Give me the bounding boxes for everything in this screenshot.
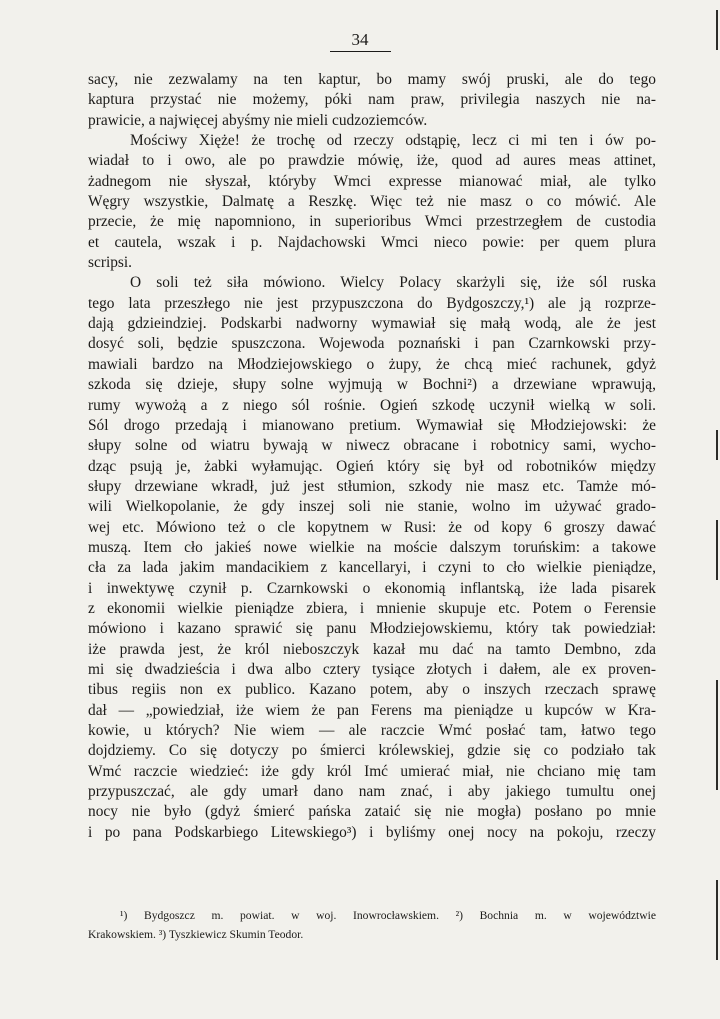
text-line: dojdziemy. Co się dotyczy po śmierci królewskiej, gdzie się co podziało tak bbox=[88, 742, 656, 760]
text-line: słupy solne od wiatru bywają w niwecz obracane i robotnicy sami, wycho- bbox=[88, 437, 656, 455]
page-edge-mark bbox=[716, 520, 718, 580]
text-line: scripsi. bbox=[88, 254, 133, 272]
text-line: i po pana Podskarbiego Litewskiego³) i byliśmy onej nocy na pokoju, rzeczy bbox=[88, 823, 656, 841]
page-edge-mark bbox=[716, 880, 718, 960]
text-line: mi się dwadzieścia i dwa albo cztery tysiące złotych i dałem, ale ex proven- bbox=[88, 660, 656, 678]
page-edge-mark bbox=[716, 430, 718, 460]
text-line: wej etc. Mówiono też o cle kopytnem w Rusi: że od kopy 6 groszy dawać bbox=[88, 518, 656, 536]
footnote-line: ¹) Bydgoszcz m. powiat. w woj. Inowrocławskiem. ²) Bochnia m. w województwie bbox=[120, 909, 656, 922]
text-line: żadnegom nie słyszał, któryby Wmci expresse mianować miał, ale tylko bbox=[88, 172, 656, 190]
body-text bbox=[88, 70, 656, 843]
text-line: et cautela, wszak i p. Najdachowski Wmci nieco powie: per quem plura bbox=[88, 233, 656, 251]
text-line: nocy nie było (gdyż śmierć pańska zataić się nie mogła) posłano po mnie bbox=[88, 803, 656, 821]
text-line: Mościwy Xięże! że trochę od rzeczy odstąpię, lecz ci mi ten i ów po- bbox=[130, 132, 656, 150]
text-line: wili Wielkopolanie, że gdy inszej soli nie stanie, wolno im używać grado- bbox=[88, 498, 656, 516]
text-line: tego lata przeszłego nie jest przypuszczona do Bydgoszczy,¹) ale ją rozprze- bbox=[88, 294, 656, 312]
text-line: kaptura przystać nie możemy, póki nam praw, privilegia naszych nie na- bbox=[88, 91, 656, 109]
text-line: Sól drogo przedają i mianowano pretium. Wymawiał się Młodziejowski: że bbox=[88, 416, 656, 434]
page-edge-mark bbox=[716, 10, 718, 50]
text-line: cła za lada jakim mandacikiem z kancellaryi, i czyni to cło wielkie pieniądze, bbox=[88, 559, 656, 577]
text-line: wiadał to i owo, ale po prawdzie mówię, iże, quod ad aures meas attinet, bbox=[88, 152, 656, 170]
text-line: sacy, nie zezwalamy na ten kaptur, bo mamy swój pruski, ale do tego bbox=[88, 71, 656, 88]
text-line: dał — „powiedział, iże wiem że pan Ferens ma pieniądze u kupców w Kra- bbox=[88, 701, 656, 719]
page-number-text: 34 bbox=[330, 30, 391, 52]
text-line: przecie, że mię napomniono, in superioribus Wmci przestrzegłem de custodia bbox=[88, 213, 656, 231]
text-line: dają gdzieindziej. Podskarbi nadworny wymawiał się małą wodą, ale że jest bbox=[88, 315, 656, 333]
text-line: iże prawda jest, że król nieboszczyk kazał mu dać na tamto Dembno, zda bbox=[88, 640, 656, 658]
text-line: rumy wywożą a z niego sól rośnie. Ogień szkodę uczynił wielką w soli. bbox=[88, 396, 656, 414]
text-line: słupy drzewiane wkradł, już jest stłumion, szkody nie masz etc. Tamże mó- bbox=[88, 477, 656, 495]
text-line: z ekonomii wielkie pieniądze zbiera, i mnienie skupuje etc. Potem o Ferensie bbox=[88, 599, 656, 617]
text-line: szkoda się dzieje, słupy solne wyjmują w Bochni²) a drzewiane wprawują, bbox=[88, 376, 656, 394]
text-line: tibus regiis non ex publico. Kazano potem, aby o inszych rzeczach sprawę bbox=[88, 681, 656, 699]
text-line: dząc psują je, żabki wyłamując. Ogień który się był od robotników między bbox=[88, 457, 656, 475]
page-edge-mark bbox=[716, 680, 718, 790]
text-line: dosyć soli, będzie spuszczona. Wojewoda poznański i pan Czarnkowski przy- bbox=[88, 335, 656, 353]
text-line: O soli też siła mówiono. Wielcy Polacy skarżyli się, iże sól ruska bbox=[130, 274, 656, 292]
text-line: przypuszczać, ale gdy umarł dano nam znać, i aby jakiego tumultu onej bbox=[88, 783, 656, 801]
text-line: kowie, u których? Nie wiem — ale raczcie Wmć posłać tam, łatwo tego bbox=[88, 722, 656, 739]
text-line: mawiali bardzo na Młodziejowskiego o żupy, że chcą mieć rachunek, gdyż bbox=[88, 355, 656, 373]
footnote-line: Krakowskiem. ³) Tyszkiewicz Skumin Teodor. bbox=[88, 928, 304, 941]
page-number bbox=[0, 30, 720, 52]
footnotes bbox=[88, 906, 656, 944]
text-line: i inwektywę czynił p. Czarnkowski o ekonomią inflantską, iże lada pisarek bbox=[88, 579, 656, 597]
text-line: muszą. Item cło jakieś nowe wielkie na moście dalszym toruńskim: a takowe bbox=[88, 538, 656, 556]
text-line: mówiono i kazano sprawić się panu Młodziejowskiemu, który tak powiedział: bbox=[88, 620, 656, 638]
text-line: prawicie, a najwięcej abyśmy nie mieli cudzoziemców. bbox=[88, 111, 428, 129]
text-line: Wmć raczcie wiedzieć: iże gdy król Imć umierać miał, nie chciano mię tam bbox=[88, 762, 656, 780]
text-line: Węgry wszystkie, Dalmatę a Reszkę. Więc też nie masz o co mówić. Ale bbox=[88, 193, 656, 211]
